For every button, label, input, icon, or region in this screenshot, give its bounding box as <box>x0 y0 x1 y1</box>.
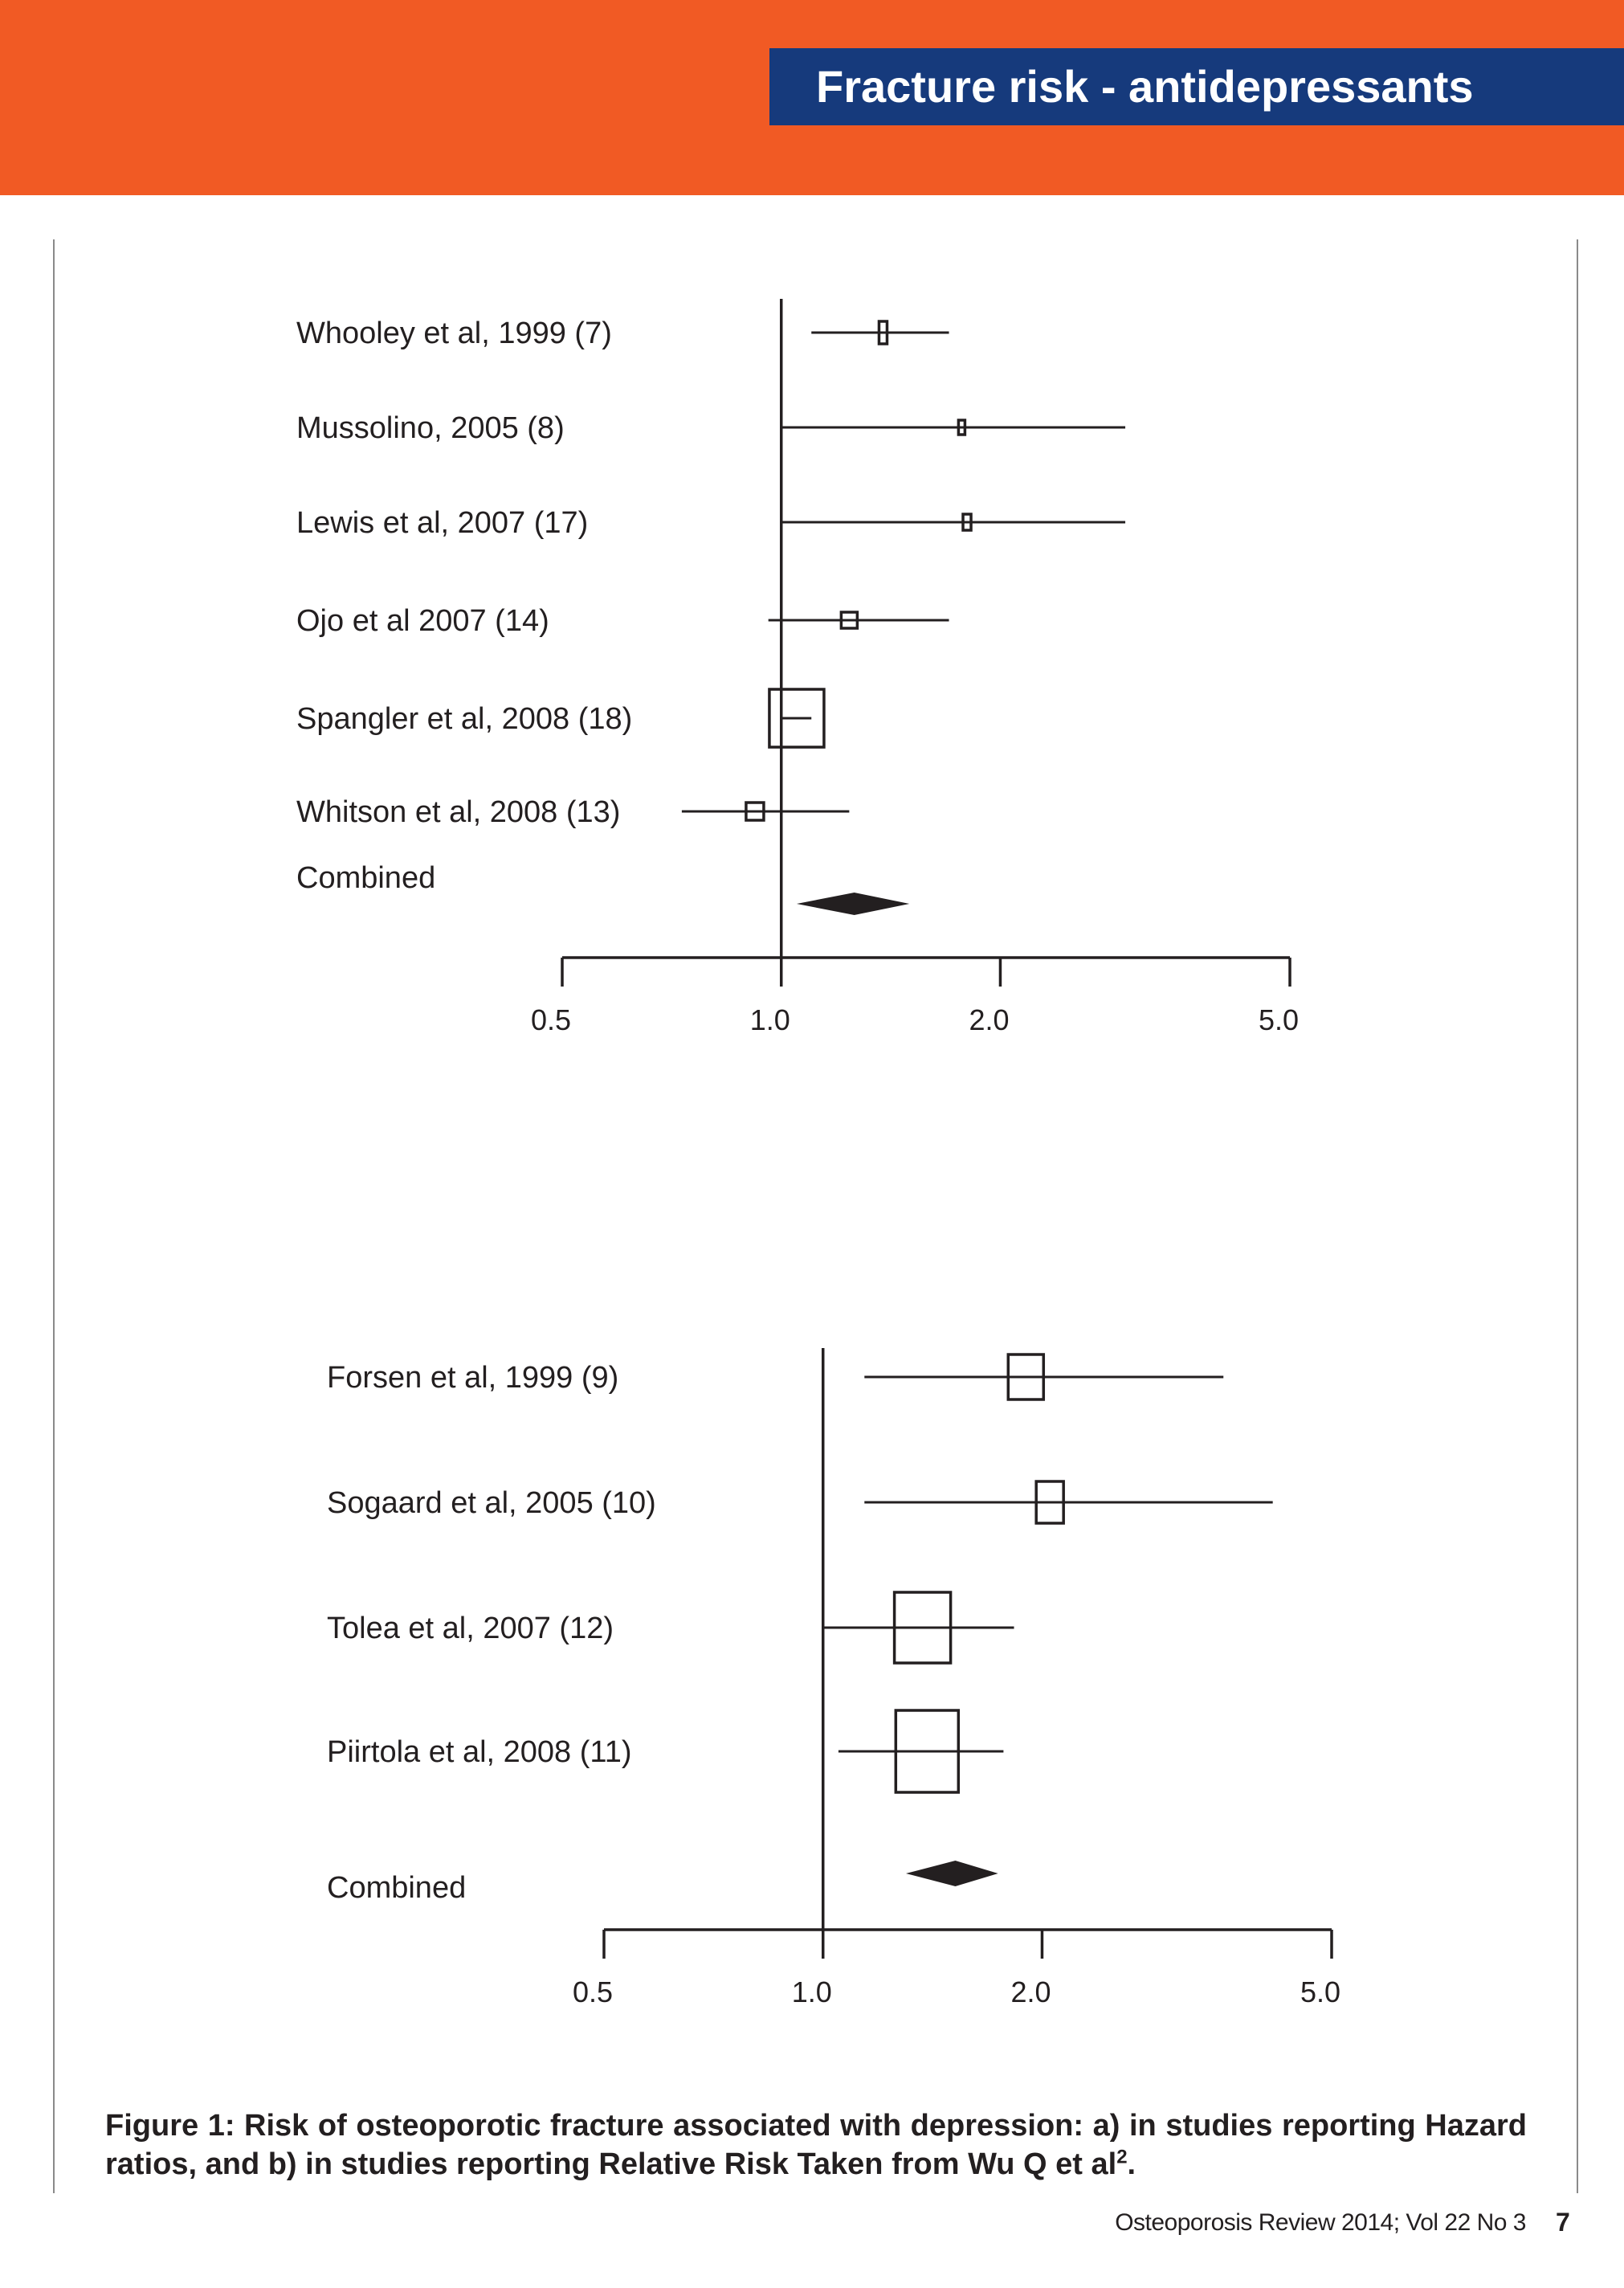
study-label: Piirtola et al, 2008 (11) <box>327 1735 632 1769</box>
caption-text: Figure 1: Risk of osteoporotic fracture associated with depression: a) in studies reporting Hazard ratios, and b) in studies reporting Relative Risk Taken from Wu Q et al <box>105 2109 1527 2181</box>
page-number: 7 <box>1556 2208 1570 2237</box>
x-tick-label: 2.0 <box>1010 1975 1051 2008</box>
x-tick-label: 0.5 <box>530 1003 572 1036</box>
figure-caption <box>105 2106 1527 2184</box>
page-title: Fracture risk - antidepressants <box>769 48 1624 125</box>
combined-label: Combined <box>296 861 436 895</box>
study-label: Spangler et al, 2008 (18) <box>296 702 633 736</box>
combined-diamond <box>906 1861 998 1886</box>
study-label: Tolea et al, 2007 (12) <box>327 1612 614 1645</box>
combined-label: Combined <box>327 1871 467 1905</box>
caption-reference: 2 <box>1116 2146 1128 2168</box>
forest-plot-relative-risk <box>0 1334 1624 2024</box>
x-tick-label: 1.0 <box>749 1003 790 1036</box>
study-label: Whitson et al, 2008 (13) <box>296 795 621 829</box>
caption-end: . <box>1127 2147 1136 2181</box>
x-tick-label: 5.0 <box>1300 1975 1341 2008</box>
study-label: Sogaard et al, 2005 (10) <box>327 1486 656 1520</box>
x-tick-label: 1.0 <box>791 1975 832 2008</box>
x-tick-label: 5.0 <box>1258 1003 1300 1036</box>
x-tick-label: 2.0 <box>969 1003 1010 1036</box>
journal-footer: Osteoporosis Review 2014; Vol 22 No 3 <box>1115 2209 1526 2236</box>
x-tick-label: 0.5 <box>572 1975 614 2008</box>
study-label: Whooley et al, 1999 (7) <box>296 317 612 350</box>
study-label: Forsen et al, 1999 (9) <box>327 1361 619 1395</box>
study-label: Lewis et al, 2007 (17) <box>296 506 589 540</box>
combined-diamond <box>797 893 909 915</box>
study-label: Ojo et al 2007 (14) <box>296 604 549 638</box>
forest-plot-hazard-ratios <box>0 273 1624 1060</box>
study-label: Mussolino, 2005 (8) <box>296 411 565 445</box>
